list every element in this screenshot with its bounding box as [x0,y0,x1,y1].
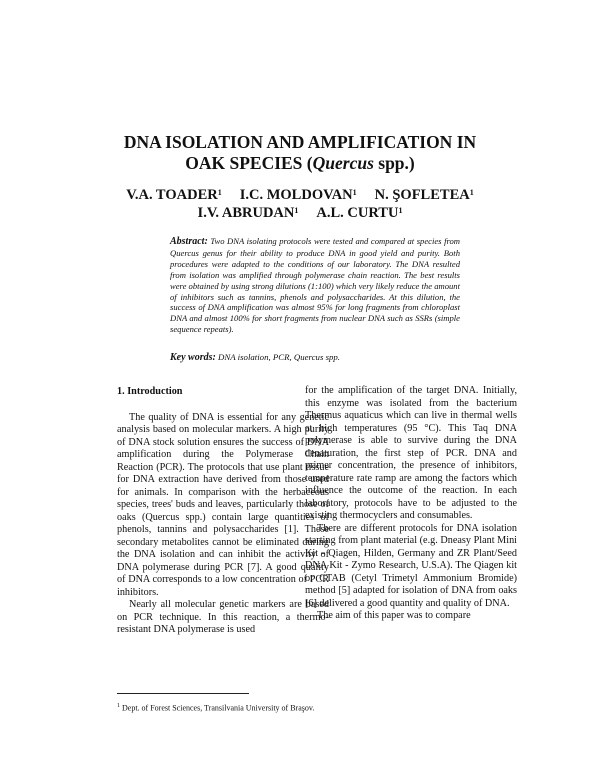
authors-row-2 [60,204,540,222]
author: V.A. TOADER$^1$ [126,187,222,203]
paragraph: The aim of this paper was to compare [317,610,471,621]
abstract-text: Two DNA isolating protocols were tested and compared at species from Quercus genus for their ability to produce DNA in good yield and purity. Both procedures were adapted to the conditions of our laboratory. The DNA resulted from isolation was amplified through polymerase chain reaction. The best results were obtained by using strong dilutions (1:100) which very likely reduce the amount of inhibitors such as tannins, phenols and polysaccharides. At this dilution, the success of DNA amplification was almost 95% for long fragments from chloroplast DNA and almost 100% for short fragments from nuclear DNA such as SSRs (simple sequence repeats). [170,236,460,335]
paragraph: for the amplification of the target DNA. Initially, this enzyme was isolated from the bacterium Thermus aquaticus which can live in thermal wells at high temperatures (95 °C). This Taq DNA polymerase is able to survive during the DNA denaturation, the first step of PCR. DNA and primer concentration, the presence of inhibitors, temperature rate ramp are among the factors which influence the outcome of the reaction. In each laboratory, protocols have to be adjusted to the existing thermocyclers and consumables. [305,385,517,521]
authors-row-1 [60,186,540,204]
title-line-1: DNA ISOLATION AND AMPLIFICATION IN [123,132,477,152]
section-heading: 1. Introduction [117,386,183,397]
right-column [305,385,517,623]
author: A.L. CURTU$^1$ [316,205,403,221]
keywords-label: Key words: [170,352,216,363]
keywords [170,352,460,363]
author: I.V. ABRUDAN$^1$ [197,205,299,221]
paragraph: Nearly all molecular genetic markers are based on PCR technique. In this reaction, a thermo-resistant DNA polymerase is used [117,599,329,635]
author: N. ŞOFLETEA$^1$ [374,187,474,203]
abstract-label: Abstract: [170,236,208,247]
footnote: $^1$ Dept. of Forest Sciences, Transilvania University of Braşov. [117,703,315,713]
paper-title [60,132,540,174]
author: I.C. MOLDOVAN$^1$ [239,187,357,203]
footnote-rule [117,693,249,694]
paragraph: There are different protocols for DNA isolation starting from plant material (e.g. Dneasy Plant Mini Kit - Qiagen, Hilden, Germany and ZR Plant/Seed DNA Kit - Zymo Research, U.S.A). The Qiagen kit or CTAB (Cetyl Trimetyl Ammonium Bromide) method [5] adapted for isolation of DNA from oaks [6] delivered a good quantity and quality of DNA. [305,522,517,609]
abstract [170,236,460,335]
paragraph: The quality of DNA is essential for any genetic analysis based on molecular markers. A high purity of DNA stock solution ensures the success of DNA amplification during the Polymerase Chain Reaction (PCR). The protocols that use plant tissue for DNA extraction have derived from those used for animals. In comparison with the herbaceous species, trees' buds and leaves, particularly those of oaks (Quercus spp.) contain large quantities of phenols, tannins and polysaccharides [1]. These secondary metabolites cannot be eliminated during the DNA isolation and can inhibit the activity of DNA polymerase during PCR [7]. A good quality of DNA corresponds to a low concentration of PCR inhibitors. [117,411,329,598]
title-line-2: OAK SPECIES (Quercus spp.) [185,153,415,173]
keywords-text: DNA isolation, PCR, Quercus spp. [218,352,340,362]
left-column [117,386,329,637]
